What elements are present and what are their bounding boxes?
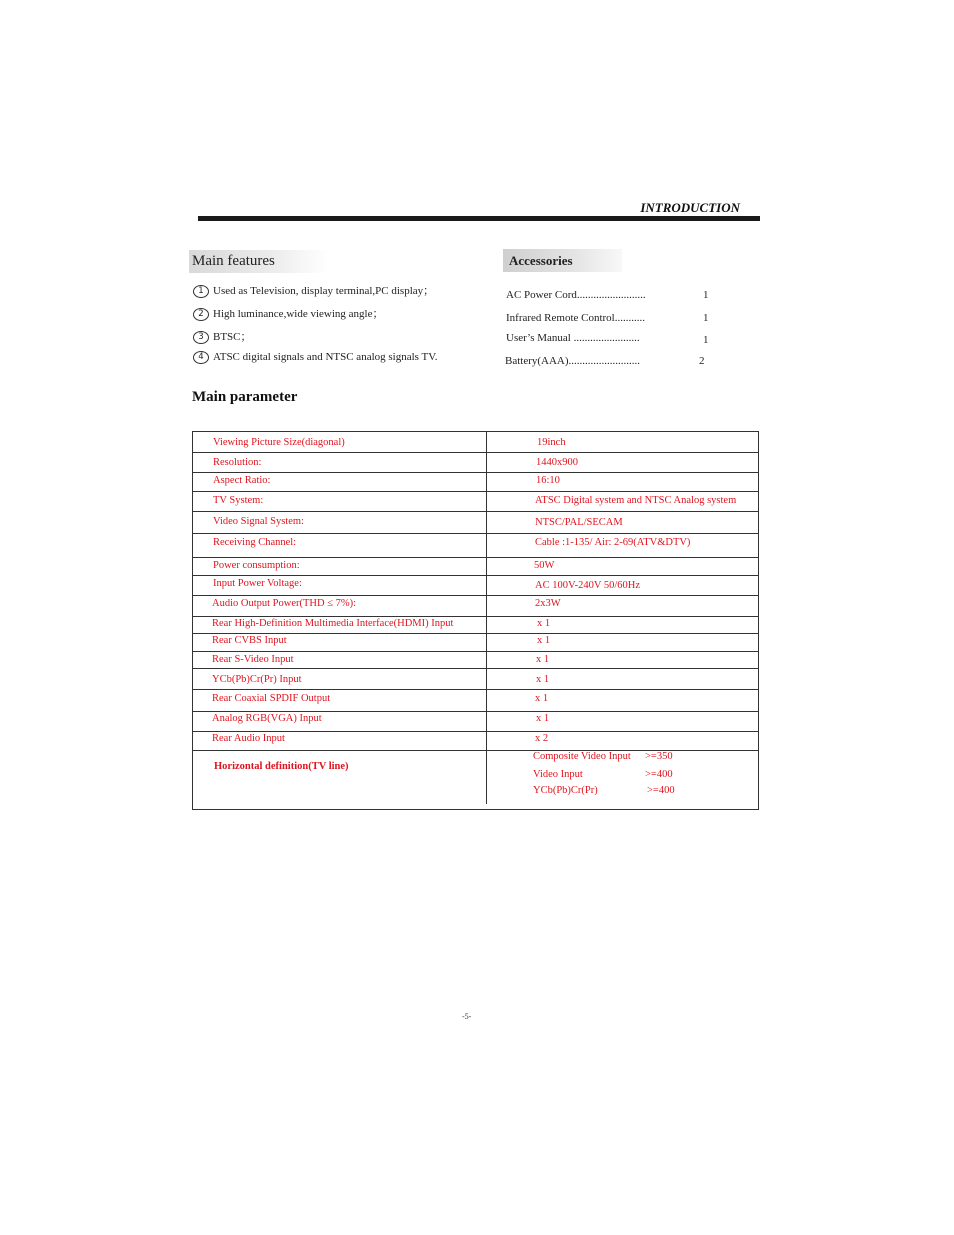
horizontal-item-value: >=350 — [645, 751, 673, 762]
parameter-value: x 1 — [537, 635, 551, 646]
table-row-divider — [192, 575, 759, 576]
header-rule — [198, 216, 760, 221]
main-features-heading: Main features — [189, 250, 328, 273]
parameter-label: Analog RGB(VGA) Input — [212, 713, 322, 724]
parameter-value: x 1 — [537, 618, 551, 629]
horizontal-item-value: >=400 — [645, 769, 673, 780]
horizontal-item-name: Composite Video Input — [533, 751, 631, 762]
parameter-label: Audio Output Power(THD ≤ 7%): — [212, 598, 356, 609]
table-row-divider — [192, 472, 759, 473]
parameter-label: Aspect Ratio: — [213, 475, 271, 486]
horizontal-definition-label: Horizontal definition(TV line) — [214, 761, 349, 772]
accessory-name: AC Power Cord......................... — [506, 289, 646, 301]
circled-number-icon: 4 — [193, 351, 209, 364]
table-row-divider — [192, 668, 759, 669]
parameter-value: x 2 — [535, 733, 549, 744]
parameter-value: 2x3W — [535, 598, 561, 609]
header-title: INTRODUCTION — [640, 200, 740, 215]
parameter-value: AC 100V-240V 50/60Hz — [535, 580, 641, 591]
circled-number-icon: 3 — [193, 331, 209, 344]
horizontal-item-name: YCb(Pb)Cr(Pr) — [533, 785, 598, 796]
parameter-label: Rear CVBS Input — [212, 635, 287, 646]
parameter-label: Resolution: — [213, 457, 262, 468]
accessory-qty: 1 — [703, 289, 709, 301]
feature-item — [193, 305, 383, 321]
accessories-heading: Accessories — [503, 249, 622, 272]
parameter-value: 16:10 — [536, 475, 560, 486]
accessory-qty: 2 — [699, 355, 705, 367]
feature-item — [193, 351, 438, 364]
feature-item — [193, 328, 252, 344]
feature-text: High luminance,wide viewing angle； — [213, 308, 384, 320]
parameter-value: x 1 — [536, 713, 550, 724]
accessory-name: Battery(AAA).......................... — [505, 355, 641, 367]
table-row-divider — [192, 633, 759, 634]
parameter-label: Rear Audio Input — [212, 733, 285, 744]
feature-text: ATSC digital signals and NTSC analog signals TV. — [213, 351, 438, 363]
horizontal-item-value: >=400 — [647, 785, 675, 796]
table-row-divider — [192, 616, 759, 617]
table-row-divider — [192, 595, 759, 596]
parameter-value: ATSC Digital system and NTSC Analog system — [535, 495, 737, 506]
parameter-value: 19inch — [537, 437, 566, 448]
accessory-qty: 1 — [703, 312, 709, 324]
table-row-divider — [192, 557, 759, 558]
circled-number-icon: 1 — [193, 285, 209, 298]
main-parameter-heading: Main parameter — [192, 389, 298, 405]
parameter-label: Rear High-Definition Multimedia Interface(HDMI) Input — [212, 618, 454, 629]
circled-number-icon: 2 — [193, 308, 209, 321]
accessory-name: User’s Manual ........................ — [506, 332, 640, 344]
parameter-label: TV System: — [213, 495, 264, 506]
parameter-value: x 1 — [536, 674, 550, 685]
table-column-divider — [486, 431, 487, 804]
parameter-value: x 1 — [535, 693, 549, 704]
table-row-divider — [192, 651, 759, 652]
parameter-value: 1440x900 — [536, 457, 578, 468]
feature-text: BTSC； — [213, 331, 252, 343]
parameter-label: Rear Coaxial SPDIF Output — [212, 693, 331, 704]
table-row-divider — [192, 731, 759, 732]
table-row-divider — [192, 533, 759, 534]
table-row-divider — [192, 711, 759, 712]
parameter-value: NTSC/PAL/SECAM — [535, 517, 623, 528]
parameter-value: Cable :1-135/ Air: 2-69(ATV&DTV) — [535, 537, 691, 548]
feature-item — [193, 282, 434, 298]
page-number: -5- — [462, 1012, 472, 1021]
accessory-qty: 1 — [703, 334, 709, 346]
parameter-label: Power consumption: — [213, 560, 300, 571]
table-row-divider — [192, 452, 759, 453]
parameter-label: Input Power Voltage: — [213, 578, 302, 589]
table-row-divider — [192, 750, 759, 751]
parameter-value: x 1 — [536, 654, 550, 665]
horizontal-item-name: Video Input — [533, 769, 583, 780]
table-row-divider — [192, 511, 759, 512]
parameter-label: Receiving Channel: — [213, 537, 297, 548]
feature-text: Used as Television, display terminal,PC display； — [213, 285, 435, 297]
parameter-label: YCb(Pb)Cr(Pr) Input — [212, 674, 302, 685]
table-row-divider — [192, 491, 759, 492]
table-row-divider — [192, 689, 759, 690]
parameter-label: Video Signal System: — [213, 516, 304, 527]
accessory-name: Infrared Remote Control........... — [506, 312, 645, 324]
parameter-label: Viewing Picture Size(diagonal) — [213, 437, 345, 448]
parameter-label: Rear S-Video Input — [212, 654, 294, 665]
parameter-value: 50W — [534, 560, 555, 571]
